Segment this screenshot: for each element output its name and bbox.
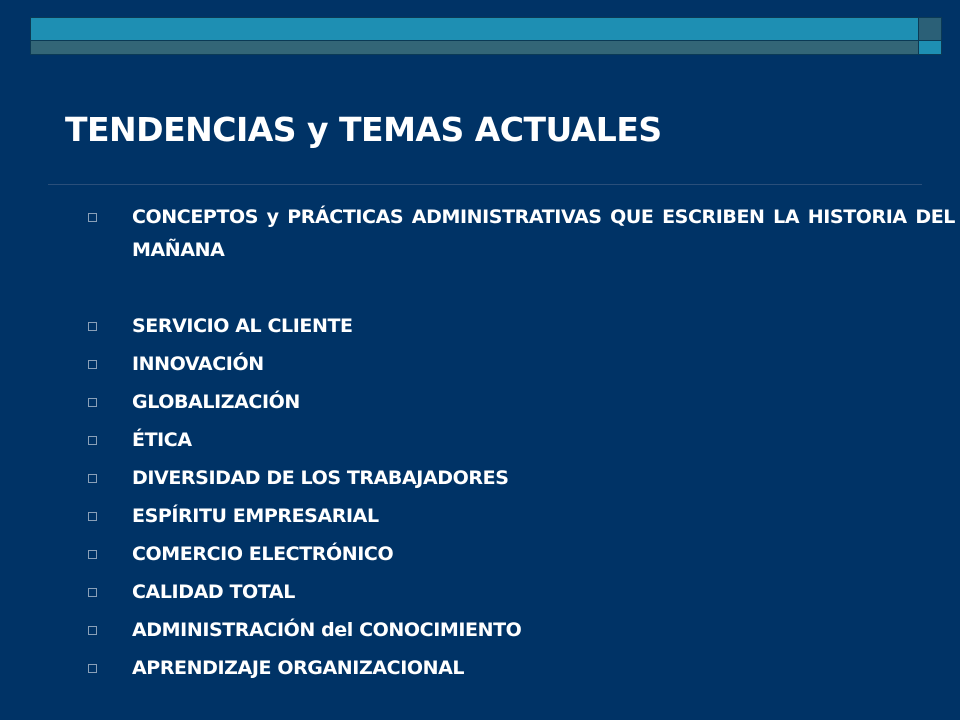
bullet-text: GLOBALIZACIÓN (132, 391, 300, 413)
header-bar-bottom-end (918, 40, 942, 55)
bullet-item (85, 652, 955, 690)
bullet-text: CALIDAD TOTAL (132, 581, 295, 603)
bullet-item (85, 386, 955, 424)
header-bar-top (30, 17, 920, 41)
bullet-text: DIVERSIDAD DE LOS TRABAJADORES (132, 467, 509, 489)
bullet-item (85, 462, 955, 500)
bullet-square-icon (88, 664, 97, 673)
bullet-square-icon (88, 550, 97, 559)
bullet-item (85, 614, 955, 652)
bullet-square-icon (88, 360, 97, 369)
bullet-item (85, 424, 955, 462)
title-divider (48, 184, 922, 185)
bullet-square-icon (88, 322, 97, 331)
header-bar-bottom (30, 40, 920, 55)
bullet-text: COMERCIO ELECTRÓNICO (132, 543, 394, 565)
bullet-square-icon (88, 213, 97, 222)
bullet-item (85, 201, 955, 267)
bullet-square-icon (88, 588, 97, 597)
bullet-text: ESPÍRITU EMPRESARIAL (132, 505, 379, 527)
bullet-text: INNOVACIÓN (132, 353, 264, 375)
header-bar-top-end (918, 17, 942, 41)
slide-title: TENDENCIAS y TEMAS ACTUALES (65, 110, 662, 149)
bullet-item (85, 348, 955, 386)
bullet-item (85, 576, 955, 614)
bullet-text: CONCEPTOS y PRÁCTICAS ADMINISTRATIVAS QUE ESCRIBEN LA HISTORIA DEL MAÑANA (132, 206, 955, 261)
bullet-square-icon (88, 626, 97, 635)
bullet-text: ÉTICA (132, 429, 192, 451)
bullet-square-icon (88, 474, 97, 483)
bullet-text: APRENDIZAJE ORGANIZACIONAL (132, 657, 465, 679)
bullet-square-icon (88, 512, 97, 521)
bullet-text: SERVICIO AL CLIENTE (132, 315, 353, 337)
bullet-square-icon (88, 398, 97, 407)
bullet-item (85, 310, 955, 348)
bullet-item (85, 500, 955, 538)
bullet-text: ADMINISTRACIÓN del CONOCIMIENTO (132, 619, 522, 641)
bullet-item (85, 538, 955, 576)
bullet-list (85, 201, 955, 690)
bullet-square-icon (88, 436, 97, 445)
